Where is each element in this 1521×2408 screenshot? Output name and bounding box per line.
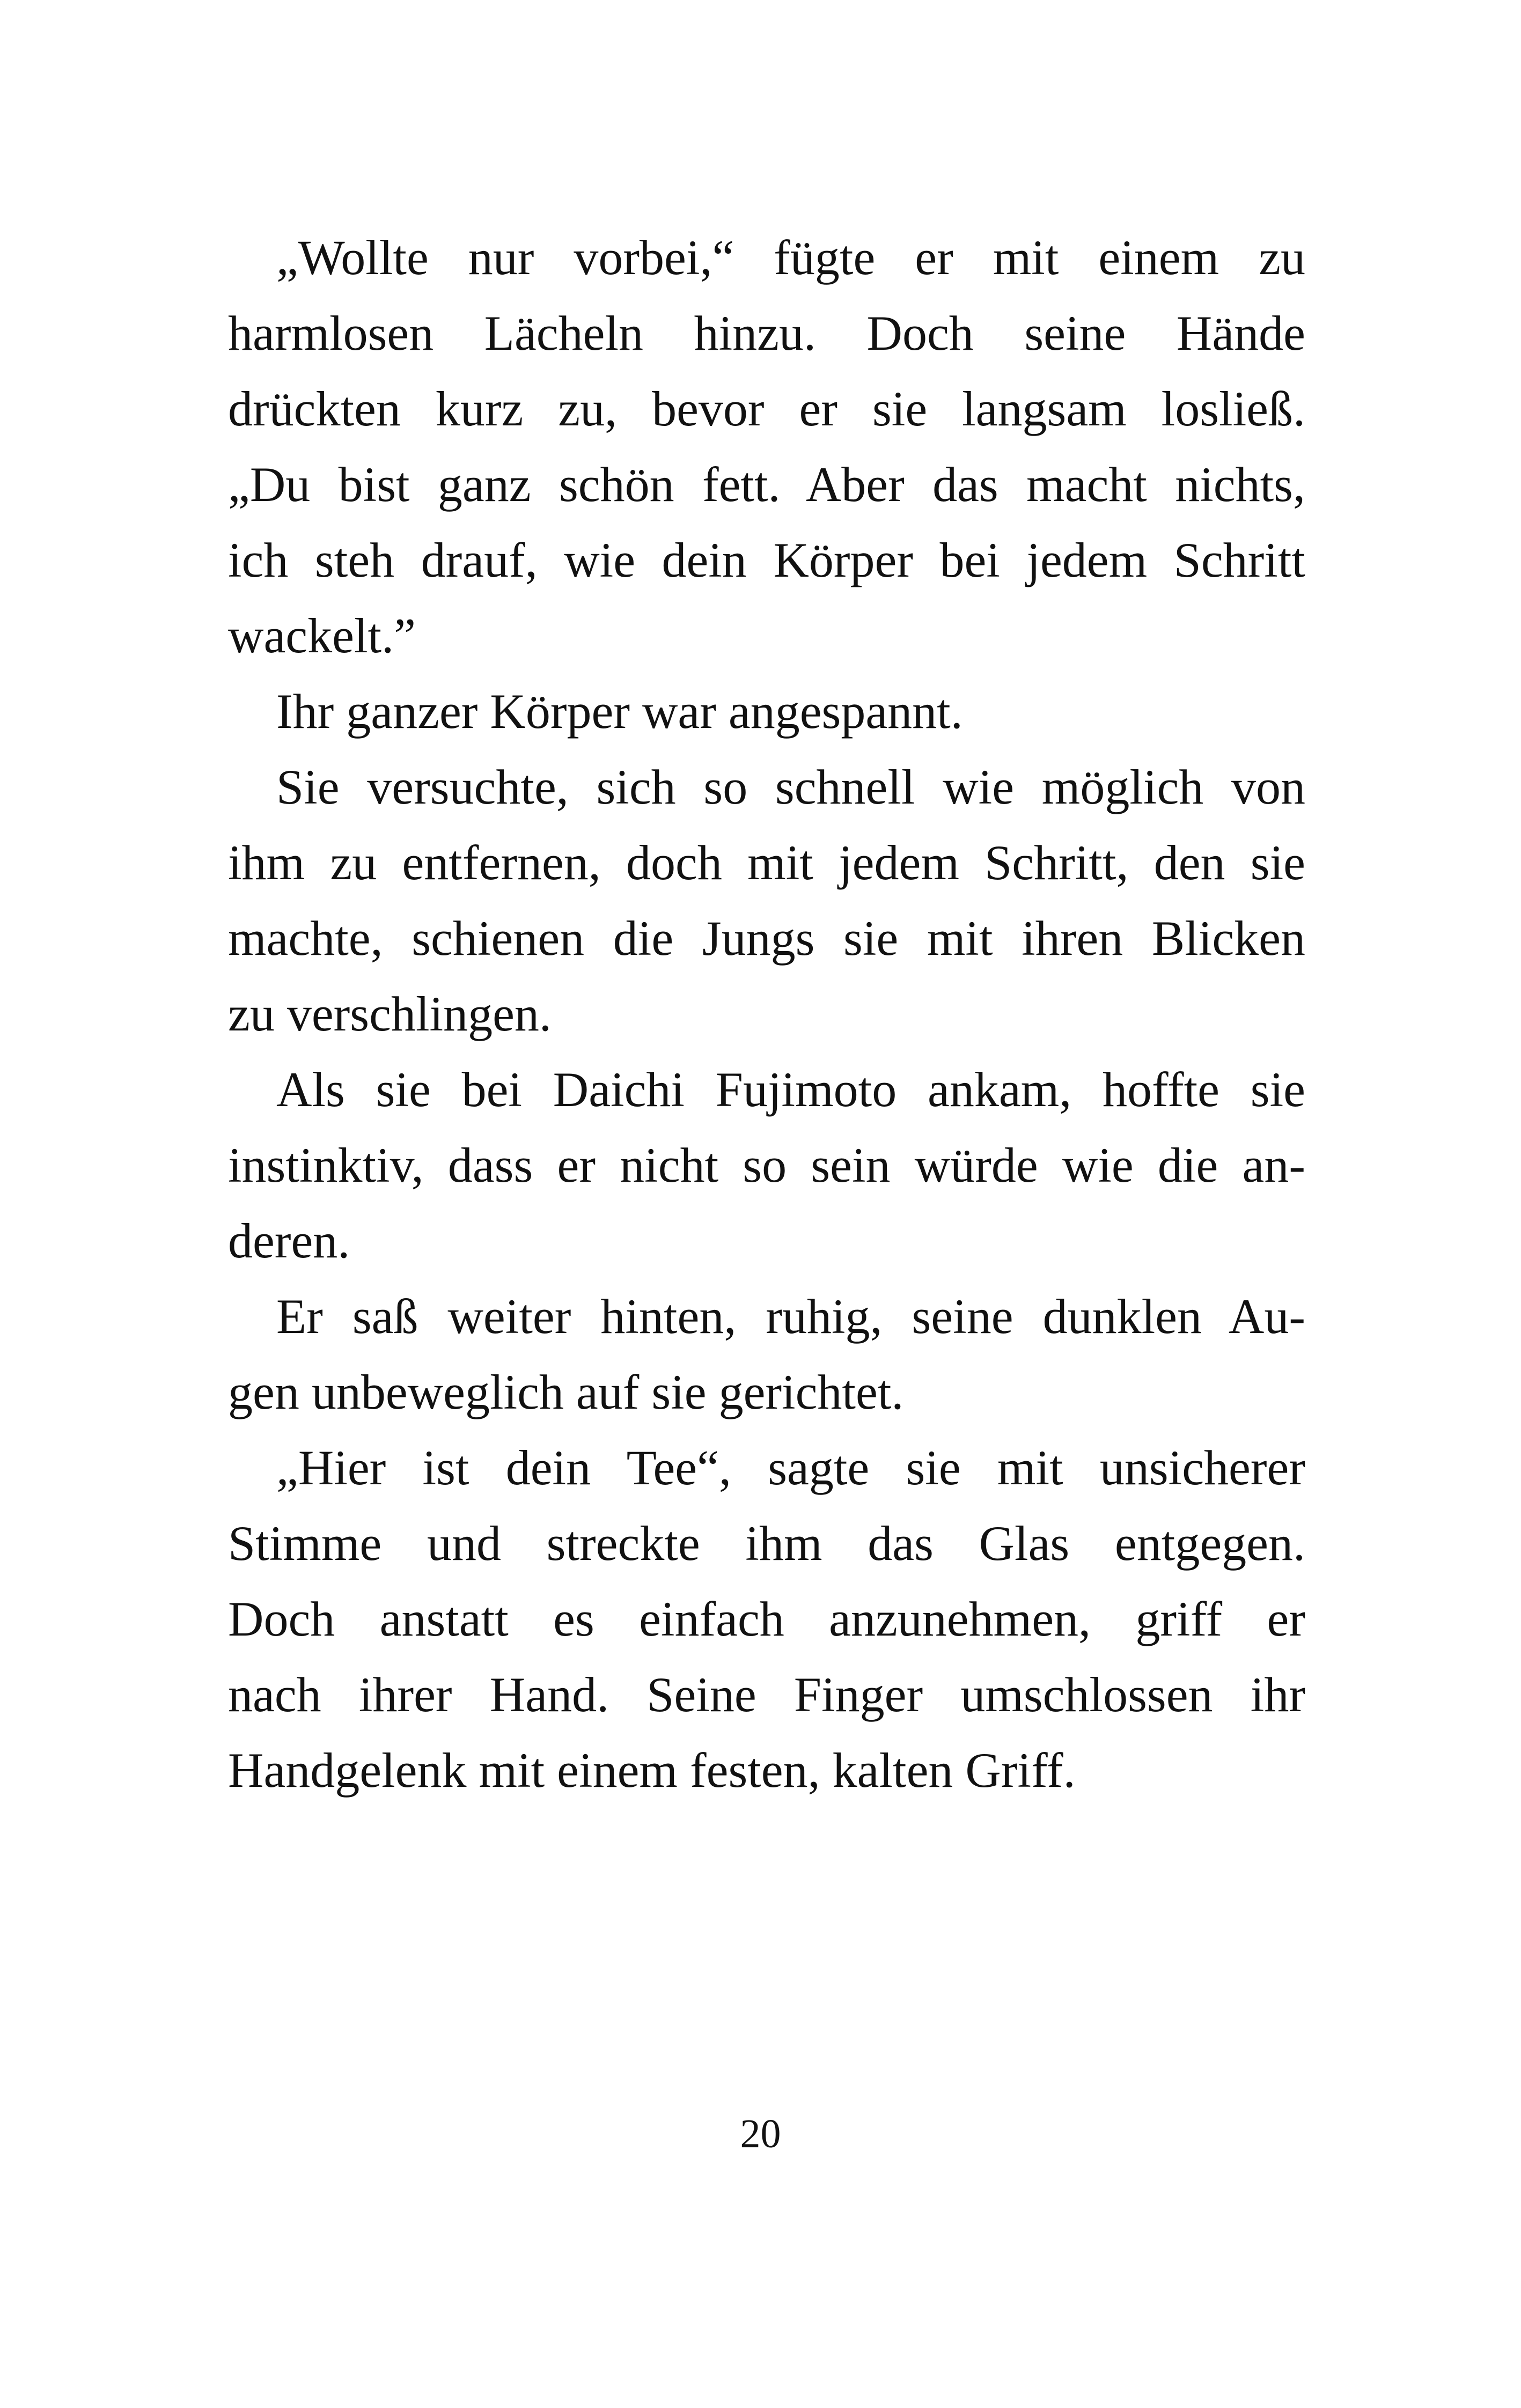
text-line: harmlosen Lächeln hinzu. Doch seine Hände — [228, 306, 1305, 360]
text-line: Ihr ganzer Körper war angespannt. — [276, 684, 963, 739]
text-line: „Du bist ganz schön fett. Aber das macht nichts, — [228, 457, 1305, 512]
text-line: deren. — [228, 1213, 350, 1268]
text-line: Sie versuchte, sich so schnell wie möglich von — [276, 760, 1305, 814]
page-number: 20 — [740, 2111, 781, 2156]
text-line: Er saß weiter hinten, ruhig, seine dunklen Au- — [276, 1289, 1305, 1344]
text-line: machte, schienen die Jungs sie mit ihren Blicken — [228, 911, 1305, 966]
text-line: Doch anstatt es einfach anzunehmen, griff er — [228, 1592, 1305, 1646]
text-line: ich steh drauf, wie dein Körper bei jedem Schritt — [228, 533, 1305, 587]
text-line: zu verschlingen. — [228, 986, 552, 1041]
text-line: ihm zu entfernen, doch mit jedem Schritt, den sie — [228, 835, 1305, 890]
text-line: nach ihrer Hand. Seine Finger umschlossen ihr — [228, 1667, 1305, 1722]
text-line: wackelt.” — [228, 608, 416, 663]
text-line: „Wollte nur vorbei,“ fügte er mit einem zu — [276, 230, 1305, 285]
text-line: drückten kurz zu, bevor er sie langsam losließ. — [228, 381, 1305, 436]
text-line: Stimme und streckte ihm das Glas entgegen. — [228, 1516, 1305, 1571]
text-line: instinktiv, dass er nicht so sein würde wie die an- — [228, 1138, 1305, 1192]
body-text — [228, 220, 1305, 1808]
text-line: Handgelenk mit einem festen, kalten Griff. — [228, 1743, 1076, 1798]
text-line: Als sie bei Daichi Fujimoto ankam, hoffte sie — [276, 1062, 1305, 1117]
text-line: „Hier ist dein Tee“, sagte sie mit unsicherer — [276, 1440, 1305, 1495]
text-line: gen unbeweglich auf sie gerichtet. — [228, 1365, 904, 1419]
